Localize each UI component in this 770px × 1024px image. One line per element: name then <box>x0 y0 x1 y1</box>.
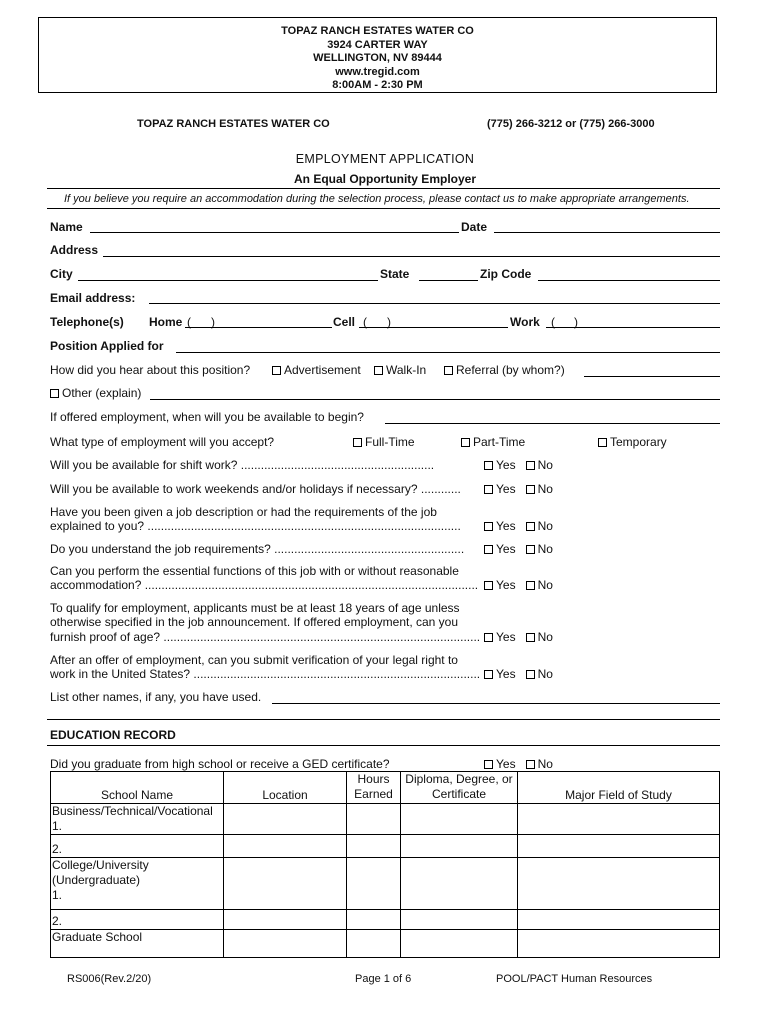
hours-cell[interactable] <box>347 804 401 835</box>
age-yes-no[interactable]: Yes No <box>484 630 553 644</box>
age-question-line2: otherwise specified in the job announcement. If offered employment, can you <box>50 615 459 629</box>
checkbox-yes[interactable] <box>484 461 493 470</box>
hear-referral-option[interactable]: Referral (by whom?) <box>444 363 565 377</box>
school-name-cell[interactable]: Graduate School <box>51 930 224 958</box>
checkbox-no[interactable] <box>526 545 535 554</box>
essential-functions-question-line1: Can you perform the essential functions of this job with or without reasonable <box>50 564 459 578</box>
cell-paren-close: ) <box>387 315 391 329</box>
school-name-cell[interactable]: College/University (Undergraduate) 1. <box>51 858 224 910</box>
checkbox[interactable] <box>598 438 607 447</box>
zip-field[interactable] <box>538 280 720 281</box>
hear-other-option[interactable]: Other (explain) <box>50 386 141 400</box>
date-label: Date <box>461 220 488 234</box>
job-description-question-line2: explained to you? .............................................................................................. <box>50 519 461 533</box>
availability-question: If offered employment, when will you be available to begin? <box>50 410 364 424</box>
col-hours: Hours Earned <box>347 772 401 804</box>
shift-work-yes-no[interactable]: Yes No <box>484 458 553 472</box>
home-paren-close: ) <box>211 315 215 329</box>
location-cell[interactable] <box>224 910 347 930</box>
table-row <box>51 835 720 858</box>
subheader-company: TOPAZ RANCH ESTATES WATER CO <box>137 118 330 130</box>
location-cell[interactable] <box>224 835 347 858</box>
major-cell[interactable] <box>518 858 720 910</box>
checkbox-yes[interactable] <box>484 633 493 642</box>
col-location: Location <box>224 772 347 804</box>
work-phone-field[interactable] <box>546 327 720 328</box>
position-field[interactable] <box>176 352 720 353</box>
location-cell[interactable] <box>224 930 347 958</box>
hear-walkin-option[interactable]: Walk-In <box>374 363 426 377</box>
subheader-phones: (775) 266-3212 or (775) 266-3000 <box>487 118 655 130</box>
hear-question: How did you hear about this position? <box>50 363 251 377</box>
table-header-row <box>51 772 720 804</box>
other-names-label: List other names, if any, you have used. <box>50 690 262 704</box>
checkbox-yes[interactable] <box>484 522 493 531</box>
diploma-cell[interactable] <box>401 835 518 858</box>
cell-phone-label: Cell <box>333 315 356 329</box>
telephone-label: Telephone(s) <box>50 315 124 329</box>
position-label: Position Applied for <box>50 339 164 353</box>
school-name-cell[interactable]: 2. <box>51 835 224 858</box>
job-description-yes-no[interactable]: Yes No <box>484 519 553 533</box>
divider <box>47 745 720 746</box>
table-row <box>51 910 720 930</box>
location-cell[interactable] <box>224 858 347 910</box>
checkbox-no[interactable] <box>526 670 535 679</box>
age-question-line3: furnish proof of age? ............................................................................................... <box>50 630 481 644</box>
hours-cell[interactable] <box>347 835 401 858</box>
company-city: WELLINGTON, NV 89444 <box>313 52 442 64</box>
age-question-line1: To qualify for employment, applicants must be at least 18 years of age unless <box>50 601 460 615</box>
major-cell[interactable] <box>518 930 720 958</box>
weekends-question: Will you be available to work weekends and/or holidays if necessary? ............ <box>50 482 461 496</box>
employment-type-question: What type of employment will you accept? <box>50 435 275 449</box>
availability-field[interactable] <box>385 423 720 424</box>
work-eligibility-yes-no[interactable]: Yes No <box>484 667 553 681</box>
temporary-option[interactable]: Temporary <box>598 435 667 449</box>
state-label: State <box>380 267 410 281</box>
work-eligibility-question-line1: After an offer of employment, can you submit verification of your legal right to <box>50 653 458 667</box>
form-id: RS006(Rev.2/20) <box>67 973 152 985</box>
requirements-question: Do you understand the job requirements? ......................................................... <box>50 542 465 556</box>
location-cell[interactable] <box>224 804 347 835</box>
address-label: Address <box>50 243 99 257</box>
referral-field[interactable] <box>584 376 720 377</box>
weekends-yes-no[interactable]: Yes No <box>484 482 553 496</box>
checkbox-no[interactable] <box>526 461 535 470</box>
essential-functions-yes-no[interactable]: Yes No <box>484 578 553 592</box>
hours-cell[interactable] <box>347 858 401 910</box>
school-name-cell[interactable]: 2. <box>51 910 224 930</box>
fulltime-option[interactable]: Full-Time <box>353 435 415 449</box>
other-names-field[interactable] <box>272 703 720 704</box>
ged-question: Did you graduate from high school or receive a GED certificate? <box>50 757 390 771</box>
diploma-cell[interactable] <box>401 858 518 910</box>
work-paren-open: ( <box>551 315 555 329</box>
name-field[interactable] <box>90 232 459 233</box>
company-name: TOPAZ RANCH ESTATES WATER CO <box>281 25 474 37</box>
checkbox[interactable] <box>444 366 453 375</box>
diploma-cell[interactable] <box>401 910 518 930</box>
hours-cell[interactable] <box>347 910 401 930</box>
company-hours: 8:00AM - 2:30 PM <box>332 79 423 91</box>
home-paren-open: ( <box>187 315 191 329</box>
home-phone-field[interactable] <box>185 327 332 328</box>
checkbox-yes[interactable] <box>484 581 493 590</box>
ged-yes-no[interactable]: Yes No <box>484 757 553 771</box>
parttime-option[interactable]: Part-Time <box>461 435 525 449</box>
requirements-yes-no[interactable]: Yes No <box>484 542 553 556</box>
company-website: www.tregid.com <box>335 65 420 78</box>
checkbox-yes[interactable] <box>484 545 493 554</box>
checkbox[interactable] <box>353 438 362 447</box>
checkbox-no[interactable] <box>526 633 535 642</box>
education-table <box>50 771 720 958</box>
major-cell[interactable] <box>518 835 720 858</box>
work-eligibility-question-line2: work in the United States? ...................................................................................... <box>50 667 481 681</box>
divider <box>47 719 720 720</box>
col-school-name: School Name <box>51 772 224 804</box>
email-field[interactable] <box>149 303 720 304</box>
diploma-cell[interactable] <box>401 930 518 958</box>
accommodation-note: If you believe you require an accommodation during the selection process, please contact us to make appropriate arrangements. <box>64 193 690 205</box>
work-phone-label: Work <box>510 315 540 329</box>
department: POOL/PACT Human Resources <box>496 973 653 985</box>
page-number: Page 1 of 6 <box>355 973 412 985</box>
checkbox-no[interactable] <box>526 581 535 590</box>
form-title: EMPLOYMENT APPLICATION <box>295 152 475 166</box>
form-subtitle: An Equal Opportunity Employer <box>293 172 476 186</box>
hear-advertisement-option[interactable]: Advertisement <box>272 363 361 377</box>
job-description-question-line1: Have you been given a job description or had the requirements of the job <box>50 505 437 519</box>
city-field[interactable] <box>78 280 378 281</box>
checkbox-yes[interactable] <box>484 760 493 769</box>
checkbox-no[interactable] <box>526 760 535 769</box>
company-header-box <box>38 17 717 93</box>
state-field[interactable] <box>419 280 478 281</box>
city-label: City <box>50 267 73 281</box>
cell-phone-field[interactable] <box>359 327 508 328</box>
checkbox[interactable] <box>272 366 281 375</box>
table-row <box>51 858 720 910</box>
zip-label: Zip Code <box>480 267 532 281</box>
divider <box>47 208 720 209</box>
email-label: Email address: <box>50 291 136 305</box>
home-phone-label: Home <box>149 315 183 329</box>
essential-functions-question-line2: accommodation? .................................................................................................... <box>50 578 479 592</box>
divider <box>47 188 720 189</box>
address-field[interactable] <box>103 256 720 257</box>
checkbox[interactable] <box>374 366 383 375</box>
major-cell[interactable] <box>518 804 720 835</box>
checkbox-no[interactable] <box>526 485 535 494</box>
checkbox[interactable] <box>461 438 470 447</box>
cell-paren-open: ( <box>363 315 367 329</box>
col-diploma: Diploma, Degree, or Certificate <box>401 772 518 804</box>
checkbox-no[interactable] <box>526 522 535 531</box>
major-cell[interactable] <box>518 910 720 930</box>
col-major: Major Field of Study <box>518 772 720 804</box>
diploma-cell[interactable] <box>401 804 518 835</box>
name-label: Name <box>50 220 83 234</box>
work-paren-close: ) <box>574 315 578 329</box>
shift-work-question: Will you be available for shift work? .......................................................... <box>50 458 435 472</box>
checkbox-yes[interactable] <box>484 485 493 494</box>
checkbox[interactable] <box>50 389 59 398</box>
date-field[interactable] <box>494 232 720 233</box>
other-explain-field[interactable] <box>150 399 720 400</box>
hours-cell[interactable] <box>347 930 401 958</box>
table-row <box>51 804 720 835</box>
company-address: 3924 CARTER WAY <box>327 38 428 51</box>
table-row <box>51 930 720 958</box>
checkbox-yes[interactable] <box>484 670 493 679</box>
school-name-cell[interactable]: Business/Technical/Vocational 1. <box>51 804 224 835</box>
education-heading: EDUCATION RECORD <box>50 728 176 742</box>
